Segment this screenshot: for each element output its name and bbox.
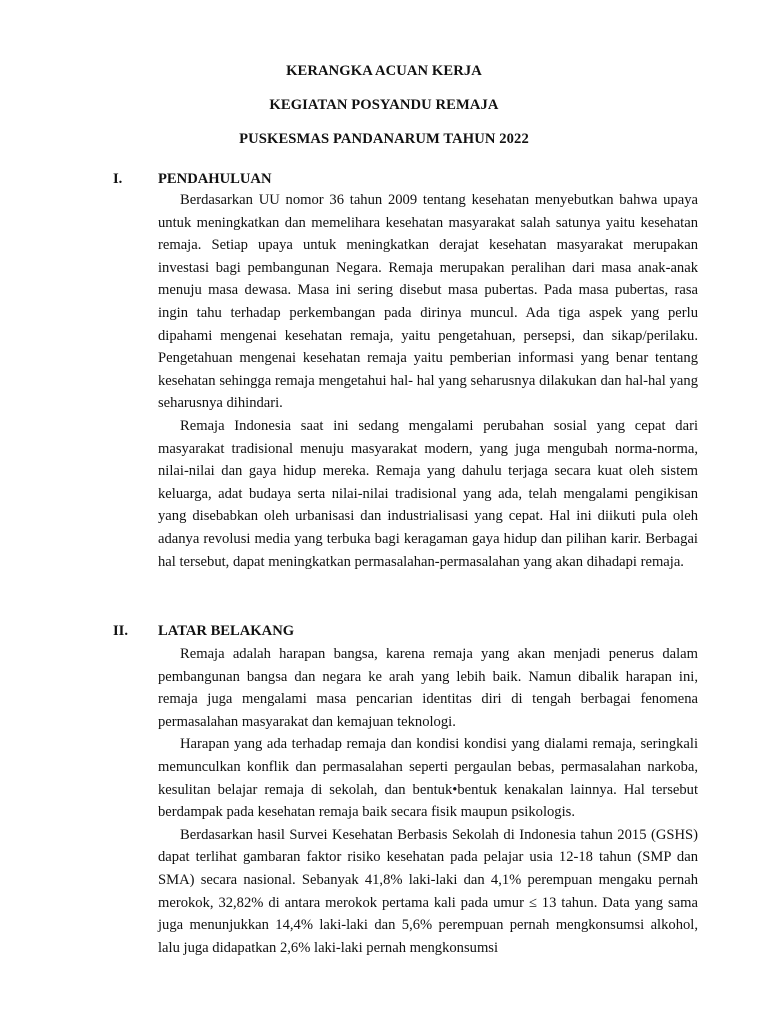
section-body-latar-belakang — [158, 643, 698, 959]
title-line-3: PUSKESMAS PANDANARUM TAHUN 2022 — [239, 131, 529, 147]
section-heading-pendahuluan — [113, 170, 713, 188]
title-line-1: KERANGKA ACUAN KERJA — [286, 63, 482, 79]
paragraph: Remaja adalah harapan bangsa, karena remaja yang akan menjadi penerus dalam pembangunan bangsa dan negara ke arah yang lebih baik. Namun dibalik harapan ini, remaja juga mengalami masa pencarian identitas diri di tengah berbagai fenomena permasalahan masyarakat dan kemajuan teknologi. — [158, 646, 698, 730]
section-body-pendahuluan — [158, 189, 698, 573]
section-number: I. — [113, 171, 123, 187]
section-title: LATAR BELAKANG — [158, 623, 295, 639]
section-heading-latar-belakang — [113, 622, 713, 640]
paragraph: Berdasarkan UU nomor 36 tahun 2009 tentang kesehatan menyebutkan bahwa upaya untuk meningkatkan dan memelihara kesehatan masyarakat salah satunya yaitu kesehatan remaja. Setiap upaya untuk meningkatkan derajat kesehatan masyarakat merupakan investasi bagi pembangunan Negara. Remaja merupakan peralihan dari masa anak-anak menuju masa dewasa. Masa ini sering disebut masa pubertas. Pada masa pubertas, rasa ingin tahu terhadap perkembangan pada dirinya muncul. Ada tiga aspek yang perlu dipahami mengenai kesehatan remaja, yaitu pengetahuan, persepsi, dan sikap/perilaku. Pengetahuan mengenai kesehatan remaja yaitu pemberian informasi yang benar tentang kesehatan sehingga remaja mengetahui hal- hal yang seharusnya dilakukan dan hal-hal yang seharusnya dihindari. — [158, 192, 698, 412]
section-title: PENDAHULUAN — [158, 171, 272, 187]
document-title — [0, 61, 768, 163]
section-number: II. — [113, 623, 129, 639]
paragraph: Berdasarkan hasil Survei Kesehatan Berbasis Sekolah di Indonesia tahun 2015 (GSHS) dapat terlihat gambaran faktor risiko kesehatan pada pelajar usia 12-18 tahun (SMP dan SMA) secara nasional. Sebanyak 41,8% laki-laki dan 4,1% perempuan mengaku pernah merokok, 32,82% di antara merokok pertama kali pada umur ≤ 13 tahun. Data yang sama juga menunjukkan 14,4% laki-laki dan 5,6% perempuan pernah mengkonsumsi alkohol, lalu juga didapatkan 2,6% laki-laki pernah mengkonsumsi — [158, 826, 698, 956]
title-line-2: KEGIATAN POSYANDU REMAJA — [269, 97, 499, 113]
paragraph: Remaja Indonesia saat ini sedang mengalami perubahan sosial yang cepat dari masyarakat tradisional menuju masyarakat modern, yang juga mengubah norma-norma, nilai-nilai dan gaya hidup mereka. Remaja yang dahulu terjaga secara kuat oleh sistem keluarga, adat budaya serta nilai-nilai tradisional yang ada, telah mengalami pengikisan yang disebabkan oleh urbanisasi dan industrialisasi yang cepat. Hal ini diikuti pula oleh adanya revolusi media yang terbuka bagi keragaman gaya hidup dan pilihan karir. Berbagai hal tersebut, dapat meningkatkan permasalahan-permasalahan yang akan dihadapi remaja. — [158, 417, 698, 570]
paragraph: Harapan yang ada terhadap remaja dan kondisi kondisi yang dialami remaja, seringkali memunculkan konflik dan permasalahan seperti pergaulan bebas, permasalahan narkoba, kesulitan belajar remaja di sekolah, dan bentuk•bentuk kenakalan lainnya. Hal tersebut berdampak pada kesehatan remaja baik secara fisik maupun psikologis. — [158, 736, 698, 821]
